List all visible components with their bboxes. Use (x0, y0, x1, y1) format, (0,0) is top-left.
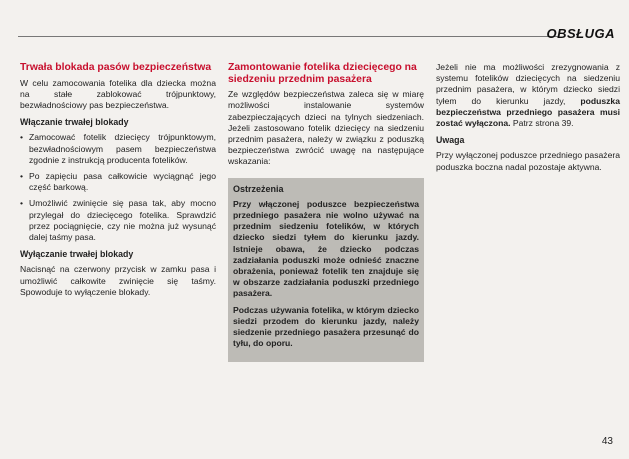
section-title: OBSŁUGA (546, 26, 615, 41)
child-seat-text: Ze względów bezpieczeństwa zaleca się w miarę możliwości instalowanie systemów zabezpieczających dzieci na tylnych siedzeniach. Jeżeli zastosowano fotelik dziecięcy na siedzeniu przednim pasażera, należy w związku z poduszką bezpieczeństwa zwrócić uwagę na następujące wskazania: (228, 89, 424, 167)
unlock-heading: Wyłączanie trwałej blokady (20, 249, 134, 260)
warning-paragraph: Podczas używania fotelika, w którym dziecko siedzi przodem do kierunku jazdy, należy siedzenie przedniego pasażera przesunąć do tyłu, do oporu. (233, 304, 419, 349)
note-text: Przy wyłączonej poduszce przedniego pasażera poduszka boczna nadal pozostaje aktywna. (436, 150, 620, 172)
lock-heading: Włączanie trwałej blokady (20, 117, 129, 128)
lock-step: • Umożliwić zwinięcie się pasa tak, aby mocno przylegał do dziecięcego fotelika. Sprawdzić przez pociągnięcie, czy nie można już wysunąć dalej taśmy pasa. (20, 198, 216, 243)
warning-box (228, 178, 424, 363)
warning-title: Ostrzeżenia (233, 183, 284, 194)
airbag-emphasis: poduszka bezpieczeństwa przedniego pasażera musi zostać wyłączona. (436, 95, 620, 129)
page-number: 43 (601, 436, 613, 447)
lock-step: • Po zapięciu pasa całkowicie wyciągnąć jego część barkową. (20, 171, 216, 193)
seatbelt-lock-intro: W celu zamocowania fotelika dla dziecka można na stałe zablokować trójpunktowy, bezwładnościowy pas bezpieczeństwa. (20, 77, 216, 110)
lock-steps (20, 132, 216, 243)
note-heading: Uwaga (436, 135, 465, 146)
column-airbag (436, 62, 620, 177)
airbag-page-ref: Patrz strona 39. (510, 118, 574, 129)
column-seatbelt-lock (20, 62, 216, 302)
seatbelt-lock-title: Trwała blokada pasów bezpieczeństwa (20, 62, 212, 73)
child-seat-title: Zamontowanie fotelika dziecięcego na siedzeniu przednim pasażera (228, 62, 417, 85)
warning-paragraph: Przy włączonej poduszce bezpieczeństwa przedniego pasażera nie wolno używać na przednim siedzeniu fotelików, w których dziecko siedzi tyłem do kierunku jazdy. Istnieje obawa, że dziecko podczas zadziałania poduszki może odnieść znaczne obrażenia, ponieważ fotelik ten znajduje się w obszarze zadziałania poduszki przedniego pasażera. (233, 198, 419, 299)
lock-step: • Zamocować fotelik dziecięcy trójpunktowym, bezwładnościowym pasem bezpieczeństwa zgodnie z instrukcją producenta fotelików. (20, 132, 216, 166)
airbag-paragraph (436, 62, 620, 129)
unlock-text: Nacisnąć na czerwony przycisk w zamku pasa i umożliwić całkowite zwinięcie się taśmy. Spowoduje to wyłączenie blokady. (20, 264, 216, 297)
header-rule (18, 36, 558, 37)
column-child-seat (228, 62, 424, 362)
airbag-text: Jeżeli nie ma możliwości zrezygnowania z systemu fotelików dziecięcych na siedzeniu przednim pasażera, w którym dziecko siedzi tyłem do kierunku jazdy, (436, 62, 620, 106)
